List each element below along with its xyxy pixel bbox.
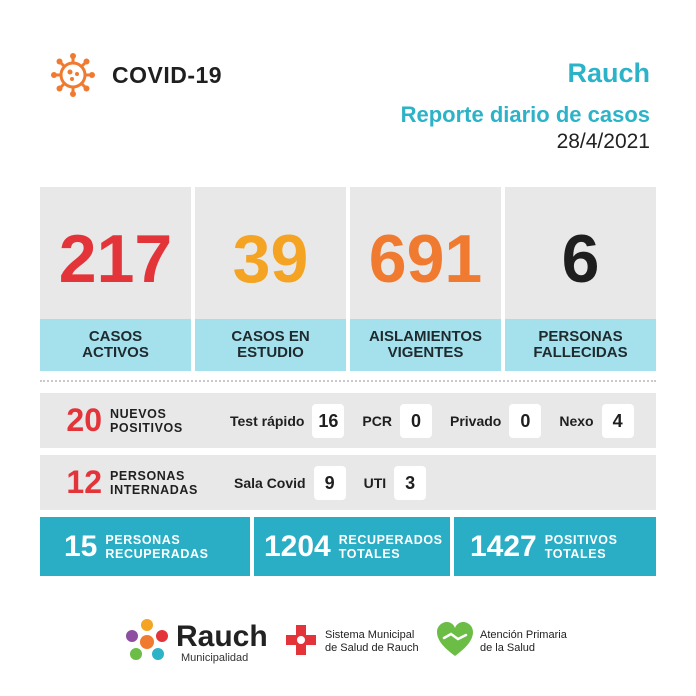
stat-label-line: ESTUDIO — [237, 344, 304, 361]
totals-bar — [40, 517, 656, 576]
report-header — [0, 0, 696, 170]
stat-label — [350, 319, 501, 371]
sala-covid-label: Sala Covid — [234, 474, 306, 491]
medical-cross-icon — [284, 623, 318, 657]
recuperados-totales-value: 1204 — [264, 529, 331, 563]
recuperadas-label-line: RECUPERADAS — [105, 546, 209, 561]
handshake-heart-icon — [435, 620, 475, 660]
stat-value: 39 — [232, 221, 309, 297]
positives-label-line: NUEVOS — [110, 406, 167, 421]
hospitalized-value: 12 — [66, 464, 102, 500]
sala-covid-value: 9 — [314, 466, 346, 500]
stat-label-line: CASOS EN — [231, 328, 310, 345]
stat-label-line: FALLECIDAS — [533, 344, 628, 361]
rauch-logo-text: Rauch — [176, 620, 268, 653]
stat-value: 217 — [58, 221, 173, 297]
test-rapido-label: Test rápido — [230, 412, 305, 429]
positivos-totales-label-line: TOTALES — [544, 546, 607, 561]
positives-label — [110, 407, 230, 435]
stat-fallecidas — [505, 187, 656, 371]
recuperados-totales-label-line: RECUPERADOS — [338, 532, 443, 547]
nexo-value: 4 — [602, 404, 634, 438]
stat-label — [505, 319, 656, 371]
recuperadas-value: 15 — [64, 529, 98, 563]
salud-logo-line: Sistema Municipal — [325, 629, 415, 641]
main-stats — [40, 187, 656, 371]
positives-value: 20 — [66, 402, 102, 438]
stat-casos-en-estudio — [195, 187, 346, 371]
hospitalized-label-line: INTERNADAS — [110, 482, 198, 497]
stat-label-line: PERSONAS — [538, 328, 623, 345]
positivos-totales-value: 1427 — [470, 529, 537, 563]
report-title: Reporte diario de casos — [400, 102, 650, 127]
positivos-totales — [454, 517, 656, 576]
test-rapido-value: 16 — [312, 404, 344, 438]
positives-label-line: POSITIVOS — [110, 420, 183, 435]
aps-logo-line: Atención Primaria — [480, 629, 567, 641]
rauch-logo-icon — [122, 616, 172, 666]
stat-label-line: CASOS — [88, 328, 143, 345]
privado-label: Privado — [449, 412, 502, 429]
uti-value: 3 — [394, 466, 426, 500]
stat-aislamientos — [350, 187, 501, 371]
virus-icon — [50, 52, 96, 98]
positivos-totales-label — [545, 533, 618, 561]
hospitalized-label — [110, 469, 234, 497]
recuperados-totales-label — [339, 533, 443, 561]
pcr-value: 0 — [400, 404, 432, 438]
aps-logo-text — [480, 629, 567, 655]
city-name: Rauch — [567, 58, 650, 88]
covid-title: COVID-19 — [112, 62, 223, 88]
dotted-divider — [40, 380, 656, 382]
footer-logos — [0, 610, 696, 680]
stat-label-line: VIGENTES — [387, 344, 464, 361]
stat-label-line: AISLAMIENTOS — [368, 328, 483, 345]
personas-recuperadas — [40, 517, 250, 576]
rauch-logo-subtitle: Municipalidad — [181, 652, 249, 664]
nexo-label: Nexo — [559, 412, 594, 429]
stat-value: 6 — [561, 221, 600, 297]
stat-casos-activos — [40, 187, 191, 371]
privado-value: 0 — [509, 404, 541, 438]
aps-logo-line: de la Salud — [480, 642, 536, 654]
positivos-totales-label-line: POSITIVOS — [544, 532, 618, 547]
report-date: 28/4/2021 — [556, 130, 650, 153]
salud-logo-line: de Salud de Rauch — [325, 642, 419, 654]
recuperadas-label — [105, 533, 208, 561]
recuperadas-label-line: PERSONAS — [105, 532, 181, 547]
hospitalized-label-line: PERSONAS — [110, 468, 185, 483]
row-nuevos-positivos — [40, 393, 656, 448]
pcr-label: PCR — [362, 412, 392, 429]
stat-label — [195, 319, 346, 371]
row-personas-internadas — [40, 455, 656, 510]
stat-label-line: ACTIVOS — [82, 344, 149, 361]
recuperados-totales — [254, 517, 450, 576]
stat-label — [40, 319, 191, 371]
salud-logo-text — [325, 629, 419, 655]
stat-value: 691 — [368, 221, 483, 297]
recuperados-totales-label-line: TOTALES — [338, 546, 401, 561]
uti-label: UTI — [363, 474, 387, 491]
